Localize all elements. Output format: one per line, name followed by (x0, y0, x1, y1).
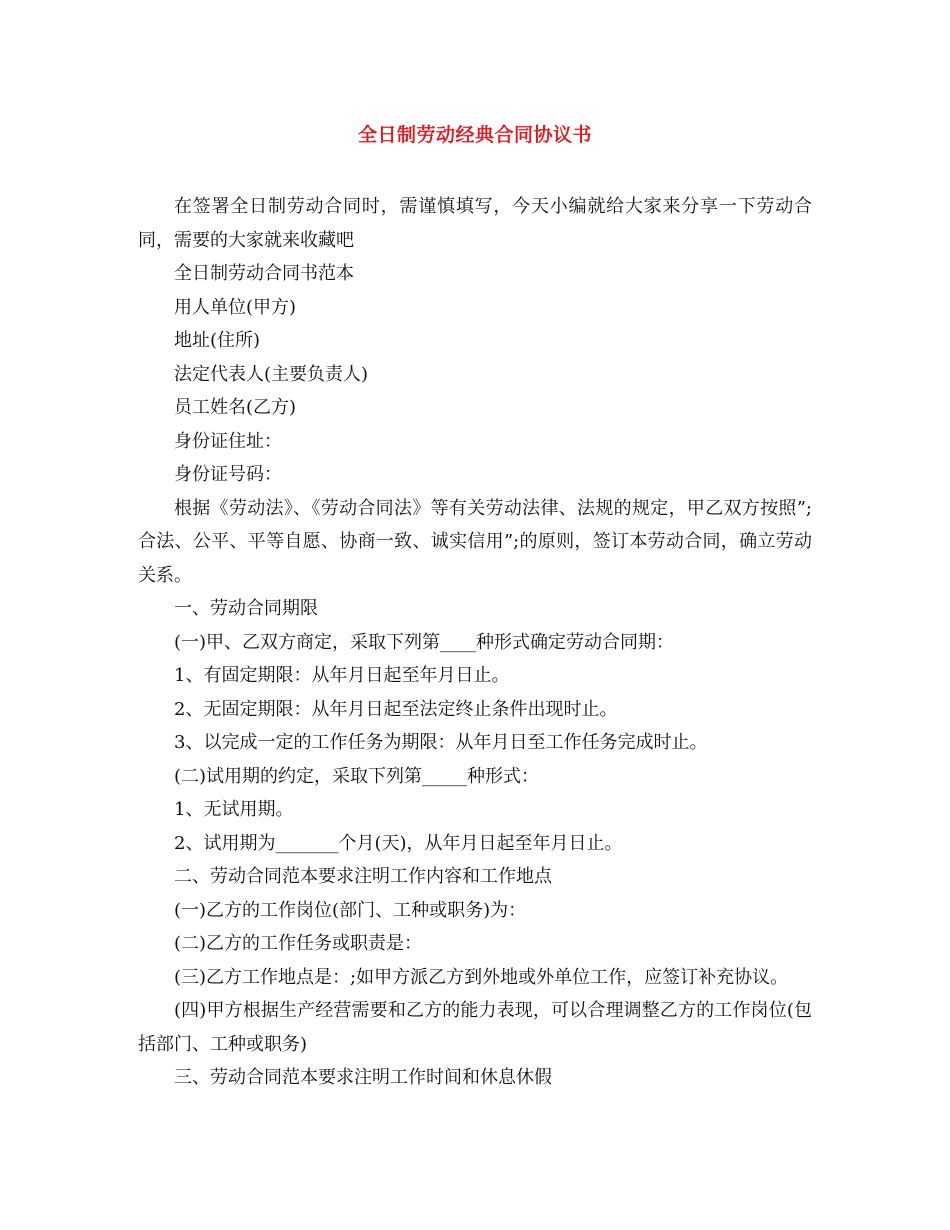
clause-1-1: (一)甲、乙双方商定，采取下列第____种形式确定劳动合同期： (174, 631, 675, 653)
clause-1-1-option-1: 1、有固定期限：从年月日起至年月日止。 (174, 665, 510, 686)
subtitle-line: 全日制劳动合同书范本 (174, 263, 354, 284)
field-address: 地址(住所) (174, 330, 261, 351)
section-heading-1: 一、劳动合同期限 (174, 598, 318, 619)
clause-2-2: (二)乙方的工作任务或职责是： (174, 933, 423, 954)
document-body (138, 190, 812, 1095)
clause-2-4: (四)甲方根据生产经营需要和乙方的能力表现，可以合理调整乙方的工作岗位(包括部门、工种或职务) (138, 1000, 812, 1055)
field-id-address: 身份证住址： (174, 430, 282, 452)
field-employee-name: 员工姓名(乙方) (174, 397, 297, 418)
section-heading-2: 二、劳动合同范本要求注明工作内容和工作地点 (174, 866, 552, 887)
clause-2-3: (三)乙方工作地点是：;如甲方派乙方到外地或外单位工作，应签订补充协议。 (174, 966, 789, 988)
clause-1-2-option-2: 2、试用期为_______个月(天)，从年月日起至年月日止。 (174, 832, 623, 854)
legal-basis-paragraph: 根据《劳动法》、《劳动合同法》等有关劳动法律、法规的规定，甲乙双方按照”;合法、公平、平等自愿、协商一致、诚实信用”;的原则，签订本劳动合同，确立劳动关系。 (138, 497, 812, 586)
clause-2-1: (一)乙方的工作岗位(部门、工种或职务)为： (174, 899, 527, 921)
clause-1-1-option-3: 3、以完成一定的工作任务为期限：从年月日至工作任务完成时止。 (174, 732, 708, 753)
section-heading-3: 三、劳动合同范本要求注明工作时间和休息休假 (174, 1067, 552, 1088)
field-legal-representative: 法定代表人(主要负责人) (174, 363, 369, 385)
field-id-number: 身份证号码： (174, 464, 282, 485)
clause-1-2: (二)试用期的约定，采取下列第_____种形式： (174, 765, 540, 787)
document-title: 全日制劳动经典合同协议书 (357, 124, 592, 146)
clause-1-1-option-2: 2、无固定期限：从年月日起至法定终止条件出现时止。 (174, 698, 618, 720)
field-employer: 用人单位(甲方) (174, 296, 297, 318)
intro-paragraph: 在签署全日制劳动合同时，需谨慎填写，今天小编就给大家来分享一下劳动合同，需要的大家就来收藏吧 (138, 196, 812, 251)
clause-1-2-option-1: 1、无试用期。 (174, 799, 294, 820)
